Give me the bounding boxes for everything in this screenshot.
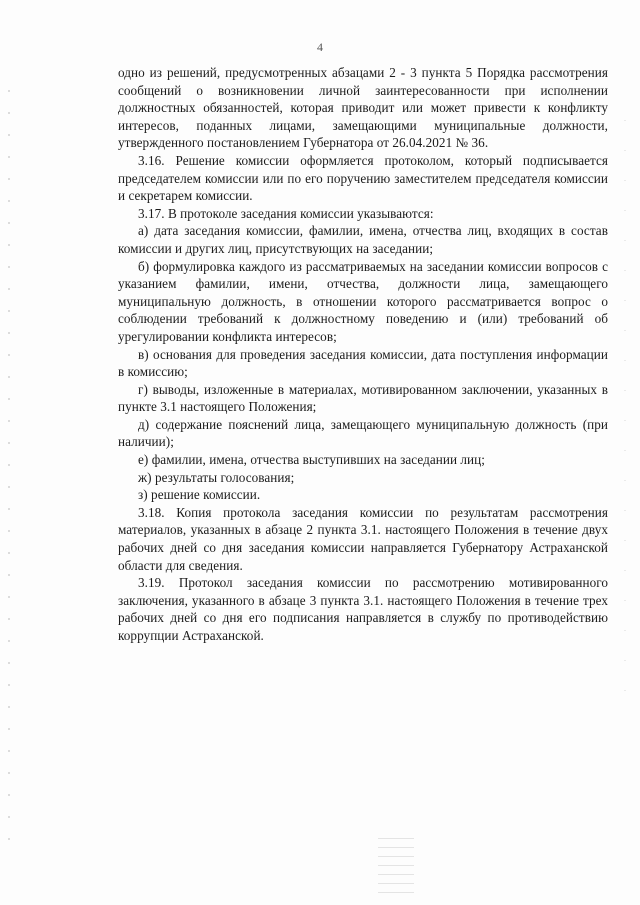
document-body [118, 64, 608, 645]
paragraph-3-18: 3.18. Копия протокола заседания комиссии по результатам рассмотрения материалов, указанных в абзаце 2 пункта 3.1. настоящего Положения в течение двух рабочих дней со дня заседания комиссии направляется Губернатору Астраханской области для сведения. [118, 504, 608, 573]
list-item-g: г) выводы, изложенные в материалах, мотивированном заключении, указанных в пункте 3.1 настоящего Положения; [118, 381, 608, 415]
paragraph-continuation: одно из решений, предусмотренных абзацами 2 - 3 пункта 5 Порядка рассмотрения сообщений о возникновении личной заинтересованности при исполнении должностных обязанностей, которая приводит или может привести к конфликту интересов, поданных лицами, замещающими муниципальные должности, утвержденного постановлением Губернатора от 26.04.2021 № 36. [118, 65, 608, 151]
list-item-z: з) решение комиссии. [138, 487, 261, 503]
scan-artifact-right [624, 120, 626, 720]
page-number: 4 [317, 40, 323, 54]
list-item-e: е) фамилии, имена, отчества выступивших на заседании лиц; [138, 452, 485, 468]
list-item-d: д) содержание пояснений лица, замещающего муниципальную должность (при наличии); [118, 416, 608, 450]
list-item-a: а) дата заседания комиссии, фамилии, имена, отчества лиц, входящих в состав комиссии и других лиц, присутствующих на заседании; [118, 223, 608, 256]
paragraph-3-16: 3.16. Решение комиссии оформляется протоколом, который подписывается председателем комиссии или по его поручению заместителем председателя комиссии и секретарем комиссии. [118, 152, 608, 204]
paragraph-3-19: 3.19. Протокол заседания комиссии по рассмотрению мотивированного заключения, указанного в абзаце 3 пункта 3.1. настоящего Положения в течение трех рабочих дней со дня его подписания направляется в службу по противодействию коррупции Астраханской. [118, 575, 608, 643]
list-item-b: б) формулировка каждого из рассматриваемых на заседании комиссии вопросов с указанием фамилии, имени, отчества, должности лица, замещающего муниципальную должность, в отношении которого рассматривается вопрос о соблюдении требований к должностному поведению и (или) требований об урегулировании конфликта интересов; [118, 258, 608, 344]
list-item-zh: ж) результаты голосования; [138, 469, 295, 485]
scan-artifact-left [8, 90, 10, 840]
paragraph-3-17: 3.17. В протоколе заседания комиссии указываются: [138, 205, 434, 221]
scan-artifact-bottom [378, 838, 414, 898]
list-item-v: в) основания для проведения заседания комиссии, дата поступления информации в комиссию; [118, 346, 608, 380]
